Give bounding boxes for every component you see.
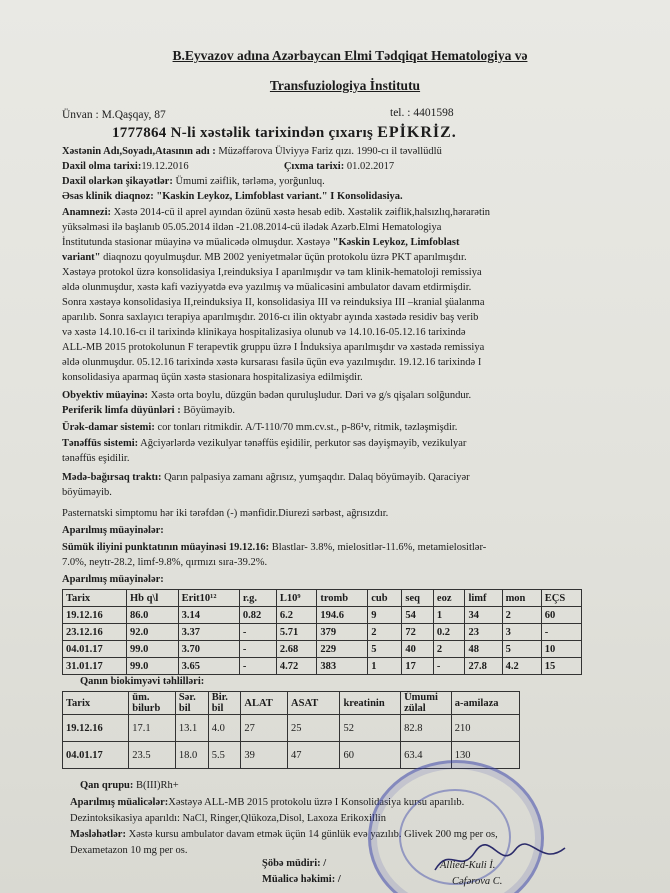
table-cell: 0.82 bbox=[239, 607, 276, 624]
table-cell: 3.70 bbox=[178, 641, 239, 658]
phone: tel. : 4401598 bbox=[390, 107, 454, 119]
gi-label: Mədə-bağırsaq traktı: bbox=[62, 472, 162, 483]
column-header: Bir. bil bbox=[208, 692, 241, 715]
anamnesis-line: yüksəlməsi ilə başlanıb 05.05.2014 ildən -21.08.2014-cü ilədək Azərb.Elmi Hematologiya bbox=[62, 222, 442, 233]
column-header: L10⁹ bbox=[276, 590, 316, 607]
column-header: eoz bbox=[433, 590, 465, 607]
table-cell: 60 bbox=[541, 607, 581, 624]
diagnosis-text: "Kaskin Leykoz, Limfoblast variant." I Konsolidasiya. bbox=[156, 191, 403, 202]
column-header: Tarix bbox=[63, 590, 127, 607]
table-cell: 13.1 bbox=[175, 715, 208, 742]
table-cell: 2 bbox=[433, 641, 465, 658]
table-cell: - bbox=[541, 624, 581, 641]
table2-label: Qanın biokimyəvi təhlilləri: bbox=[80, 676, 205, 687]
patient-label: Xəstənin Adı,Soyadı,Atasının adı : bbox=[62, 146, 216, 157]
anamnesis-line: əldə olunmuşdur. 05.12.16 tarixində xəstə kursarası fasilə üçün evə yazılmışdır. 19.12.16 tarixində I bbox=[62, 357, 482, 368]
column-header: üm. bilurb bbox=[129, 692, 176, 715]
column-header: EÇS bbox=[541, 590, 581, 607]
anamnesis-line: və xəstə 14.10.16-cı il tarixində klinikaya hospitalizasiya olunub və 14.10.16-05.12.16 tarixində bbox=[62, 327, 466, 338]
table-cell: 6.2 bbox=[276, 607, 316, 624]
treatment-label: Aparılmış müalicələr: bbox=[70, 797, 169, 808]
table-cell: 130 bbox=[451, 742, 519, 769]
column-header: Erit10¹² bbox=[178, 590, 239, 607]
table-cell: 229 bbox=[317, 641, 368, 658]
table-cell: 31.01.17 bbox=[63, 658, 127, 675]
bone-marrow-label: Sümük iliyini punktatının müayinəsi 19.12.16: bbox=[62, 542, 270, 553]
table-cell: 5 bbox=[502, 641, 541, 658]
anamnesis-line bbox=[62, 237, 460, 248]
table-cell: 3.65 bbox=[178, 658, 239, 675]
objective-label: Obyektiv müayinə: bbox=[62, 390, 149, 401]
blood-group-text: B(III)Rh+ bbox=[136, 780, 179, 791]
advice-text: Xəstə kursu ambulator davam etmək üçün 14 günlük evə yazılıb. Glivek 200 mg per os, bbox=[128, 829, 498, 840]
anamnesis-text: İnstitutunda stasionar müayinə və müalicədə olmuşdur. Xəstəyə bbox=[62, 237, 330, 248]
admission-label: Daxil olma tarixi: bbox=[62, 161, 142, 172]
table-cell: 27 bbox=[241, 715, 288, 742]
signatory-1: Allied-Kuli İ. bbox=[440, 860, 496, 871]
dates-line bbox=[62, 161, 394, 172]
table-cell: 3 bbox=[502, 624, 541, 641]
gi-text: Qarın palpasiya zamanı ağrısız, yumşaqdır. Dalaq böyüməyib. Qaraciyər bbox=[164, 472, 470, 483]
anamnesis-line: əldə olunmuşdur, xəstə kafi vəziyyətdə evə yazılmış və müalicəsini ambulator davam etdirmişdir. bbox=[62, 282, 472, 293]
bone-marrow-text: Blastlar- 3.8%, mielositlər-11.6%, metamielositlər- bbox=[271, 542, 487, 553]
resp-line: tənəffüs eşidilir. bbox=[62, 453, 130, 464]
anamnesis-bold: "Kəskin Leykoz, Limfoblast bbox=[332, 237, 460, 248]
diagnosis-label: Əsas klinik diaqnoz: bbox=[62, 191, 154, 202]
table-row bbox=[63, 715, 520, 742]
table-cell: 34 bbox=[465, 607, 502, 624]
signatory-2: Cəfərova C. bbox=[452, 876, 503, 887]
lymph-text: Böyüməyib. bbox=[183, 405, 235, 416]
table-cell: 17.1 bbox=[129, 715, 176, 742]
table-cell: 210 bbox=[451, 715, 519, 742]
detox-line: Dezintoksikasiya aparıldı: NaCl, Ringer,Qlükoza,Disol, Laxoza Erikoxillin bbox=[70, 813, 386, 824]
treatment-text: Xəstəyə ALL-MB 2015 protokolu üzrə I Konsolidasiya kursu aparılıb. bbox=[168, 797, 465, 808]
blood-count-table bbox=[62, 589, 582, 675]
table-cell: - bbox=[239, 658, 276, 675]
department-head-label: Şöbə müdiri: / bbox=[262, 858, 327, 869]
table-cell: 72 bbox=[402, 624, 434, 641]
complaints-text: Ümumi zəiflik, tərləmə, yorğunluq. bbox=[175, 176, 325, 187]
table1-label: Aparılmış müayinələr: bbox=[62, 574, 164, 585]
document-title bbox=[112, 124, 457, 142]
table-cell: 86.0 bbox=[126, 607, 178, 624]
admission-date: 19.12.2016 bbox=[141, 161, 189, 172]
table-cell: 194.6 bbox=[317, 607, 368, 624]
anamnesis-text: Xəstə 2014-cü il aprel ayından özünü xəstə hesab edib. Xəstəlik zəiflik,halsızlıq,hərarətin bbox=[113, 207, 491, 218]
resp-line bbox=[62, 438, 466, 449]
table-cell: 379 bbox=[317, 624, 368, 641]
done-tests-label: Aparılmış müayinələr: bbox=[62, 525, 164, 536]
column-header: seq bbox=[402, 590, 434, 607]
table-cell: 3.14 bbox=[178, 607, 239, 624]
lymph-line bbox=[62, 405, 235, 416]
table-cell: 3.37 bbox=[178, 624, 239, 641]
table-cell: 23 bbox=[465, 624, 502, 641]
table-cell: - bbox=[239, 641, 276, 658]
table-cell: 5.5 bbox=[208, 742, 241, 769]
cardio-line bbox=[62, 422, 457, 433]
table-cell: 82.8 bbox=[401, 715, 452, 742]
column-header: Sər. bil bbox=[175, 692, 208, 715]
diagnosis-line bbox=[62, 191, 403, 202]
dexa-line: Dexametazon 10 mg per os. bbox=[70, 845, 188, 856]
lymph-label: Periferik limfa düyünləri : bbox=[62, 405, 181, 416]
anamnesis-bold: variant" bbox=[62, 252, 101, 263]
column-header: Ümumi zülal bbox=[401, 692, 452, 715]
discharge-label: Çıxma tarixi: bbox=[283, 161, 345, 172]
table-cell: 4.0 bbox=[208, 715, 241, 742]
complaints-line bbox=[62, 176, 325, 187]
table-cell: 0.2 bbox=[433, 624, 465, 641]
complaints-label: Daxil olarkən şikayətlər: bbox=[62, 176, 173, 187]
title-word: EPİKRİZ. bbox=[377, 124, 457, 141]
table-cell: 19.12.16 bbox=[63, 715, 129, 742]
objective-text: Xəstə orta boylu, düzgün bədən quruluşludur. Dəri və g/s qişaları solğundur. bbox=[150, 390, 472, 401]
table-row bbox=[63, 641, 582, 658]
table-cell: 2.68 bbox=[276, 641, 316, 658]
table-cell: 5.71 bbox=[276, 624, 316, 641]
gi-line bbox=[62, 472, 470, 483]
anamnesis-line: ALL-MB 2015 protokolunun F terapevtik gruppu üzrə I İnduksiya aparılmışdır və xəstədə remissiya bbox=[62, 342, 485, 353]
anamnesis-line bbox=[62, 252, 467, 263]
anamnesis-line bbox=[62, 207, 490, 218]
table-cell: 99.0 bbox=[126, 641, 178, 658]
column-header: ALAT bbox=[241, 692, 288, 715]
table-cell: 15 bbox=[541, 658, 581, 675]
column-header: Hb q\l bbox=[126, 590, 178, 607]
table-row bbox=[63, 607, 582, 624]
table-cell: 27.8 bbox=[465, 658, 502, 675]
discharge-date: 01.02.2017 bbox=[346, 161, 395, 172]
table-cell: 52 bbox=[340, 715, 401, 742]
table-cell: 9 bbox=[368, 607, 402, 624]
table-cell: 4.72 bbox=[276, 658, 316, 675]
table-cell: 2 bbox=[368, 624, 402, 641]
anamnesis-line: Sonra xəstəyə konsolidasiya II,reinduksiya II, konsolidasiya III və reinduksiya III –kranial şüalanma bbox=[62, 297, 485, 308]
objective-line bbox=[62, 390, 471, 401]
title-prefix: 1777864 N-li xəstəlik tarixindən çıxarış bbox=[112, 125, 374, 141]
anamnesis-text: diaqnozu qoyulmuşdur. MB 2002 yeniyetmələr üçün protokolu üzrə PKT aparılmışdır. bbox=[103, 252, 467, 263]
physician-label: Müalicə həkimi: / bbox=[262, 874, 341, 885]
bone-marrow-line: 7.0%, neytr-28.2, limf-9.8%, qırmızı sıra-39.2%. bbox=[62, 557, 268, 568]
gi-line: böyüməyib. bbox=[62, 487, 112, 498]
table-cell: 63.4 bbox=[401, 742, 452, 769]
table-cell: 04.01.17 bbox=[63, 742, 129, 769]
table-cell: 23.5 bbox=[129, 742, 176, 769]
table-cell: 92.0 bbox=[126, 624, 178, 641]
table-cell: 47 bbox=[288, 742, 340, 769]
table-cell: 25 bbox=[288, 715, 340, 742]
table-cell: 1 bbox=[368, 658, 402, 675]
table-cell: 54 bbox=[402, 607, 434, 624]
table-cell: 2 bbox=[502, 607, 541, 624]
column-header: kreatinin bbox=[340, 692, 401, 715]
table-header-row bbox=[63, 590, 582, 607]
cardio-label: Ürək-damar sistemi: bbox=[62, 422, 155, 433]
resp-text: Ağciyərlərdə vezikulyar tənəffüs eşidilir, perkutor səs dəyişməyib, vezikulyar bbox=[140, 438, 467, 449]
anamnesis-label: Anamnezi: bbox=[62, 207, 111, 218]
table-cell: 4.2 bbox=[502, 658, 541, 675]
column-header: cub bbox=[368, 590, 402, 607]
table-header-row bbox=[63, 692, 520, 715]
table-cell: - bbox=[239, 624, 276, 641]
table-row bbox=[63, 624, 582, 641]
table-cell: 23.12.16 bbox=[63, 624, 127, 641]
table-cell: 39 bbox=[241, 742, 288, 769]
table-cell: 383 bbox=[317, 658, 368, 675]
resp-label: Tənəffüs sistemi: bbox=[62, 438, 139, 449]
table-cell: 40 bbox=[402, 641, 434, 658]
table-cell: 04.01.17 bbox=[63, 641, 127, 658]
table-cell: 1 bbox=[433, 607, 465, 624]
table-cell: 17 bbox=[402, 658, 434, 675]
column-header: r.g. bbox=[239, 590, 276, 607]
table-row bbox=[63, 658, 582, 675]
biochemistry-table bbox=[62, 691, 520, 769]
blood-group-label: Qan qrupu: bbox=[80, 780, 134, 791]
column-header: Tarix bbox=[63, 692, 129, 715]
anamnesis-line: Xəstəyə protokol üzrə konsolidasiya I,reinduksiya I aparılmışdır və tam klinik-hematoloji remissiya bbox=[62, 267, 482, 278]
table-cell: - bbox=[433, 658, 465, 675]
cardio-text: cor tonları ritmikdir. A/T-110/70 mm.cv.st., p-86¹v, ritmik, təzləşmişdir. bbox=[157, 422, 458, 433]
patient-line bbox=[62, 146, 442, 157]
institute-name-line2: Transfuziologiya İnstitutu bbox=[269, 78, 421, 93]
blood-group-line bbox=[80, 780, 179, 791]
anamnesis-line: aparılıb. Sonra saxlayıcı terapiya aparılmışdır. 2016-cı ilin oktyabr ayında xəstədə residiv baş verib bbox=[62, 312, 479, 323]
table-cell: 10 bbox=[541, 641, 581, 658]
bone-marrow-line bbox=[62, 542, 486, 553]
column-header: ASAT bbox=[288, 692, 340, 715]
column-header: tromb bbox=[317, 590, 368, 607]
column-header: limf bbox=[465, 590, 502, 607]
column-header: mon bbox=[502, 590, 541, 607]
table-cell: 99.0 bbox=[126, 658, 178, 675]
column-header: a-amilaza bbox=[451, 692, 519, 715]
table-cell: 5 bbox=[368, 641, 402, 658]
address: Ünvan : M.Qaşqay, 87 bbox=[62, 109, 166, 121]
patient-value: Müzəffərova Ülviyyə Fariz qızı. 1990-cı il təvəllüdlü bbox=[218, 146, 442, 157]
advice-label: Məsləhətlər: bbox=[70, 829, 126, 840]
anamnesis-line: konsolidasiya aparmaq üçün xəstə stasionara hospitalizasiya edilmişdir. bbox=[62, 372, 363, 383]
pasternatski-line: Pasternatski simptomu hər iki tərəfdən (-) mənfidir.Diurezi sərbəst, ağrısızdır. bbox=[62, 508, 389, 519]
institute-name-line1: B.Eyvazov adına Azərbaycan Elmi Tədqiqat Hematologiya və bbox=[172, 48, 528, 63]
table-cell: 60 bbox=[340, 742, 401, 769]
table-cell: 19.12.16 bbox=[63, 607, 127, 624]
table-cell: 48 bbox=[465, 641, 502, 658]
table-cell: 18.0 bbox=[175, 742, 208, 769]
